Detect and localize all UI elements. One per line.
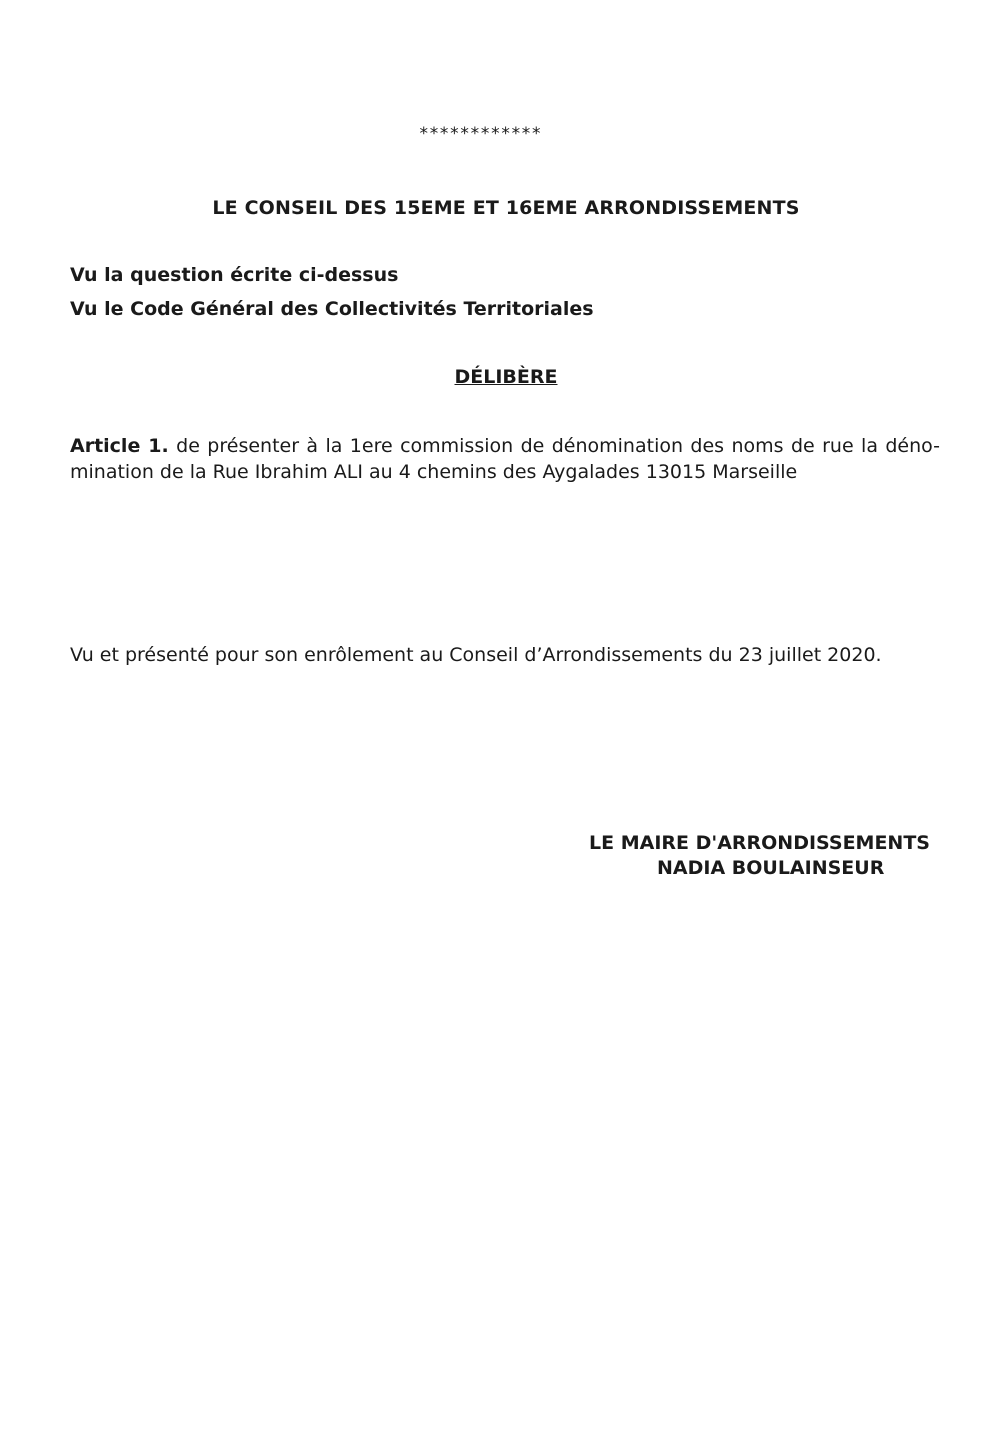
article-line-2: mination de la Rue Ibrahim ALI au 4 chemins des Aygalades 13015 Marseille — [70, 461, 798, 483]
delibere-heading: DÉLIBÈRE — [454, 366, 558, 388]
separator-stars — [0, 124, 996, 144]
separator-text: ************ — [418, 124, 542, 144]
vu-line-question: Vu la question écrite ci-dessus — [70, 264, 399, 286]
article-line-1 — [70, 433, 940, 459]
signature-block — [589, 831, 930, 881]
article-1 — [70, 433, 940, 485]
article-label: Article 1. — [70, 435, 169, 457]
article-text-1: de présenter à la 1ere commission de dénomination des noms de rue la déno- — [176, 435, 940, 457]
signature-name: NADIA BOULAINSEUR — [657, 857, 885, 879]
presentation-text: Vu et présenté pour son enrôlement au Conseil d’Arrondissements du 23 juillet 2020. — [70, 644, 882, 666]
signature-title: LE MAIRE D'ARRONDISSEMENTS — [589, 832, 930, 854]
council-title: LE CONSEIL DES 15EME ET 16EME ARRONDISSEMENTS — [212, 197, 800, 219]
vu-line-code: Vu le Code Général des Collectivités Territoriales — [70, 298, 594, 320]
